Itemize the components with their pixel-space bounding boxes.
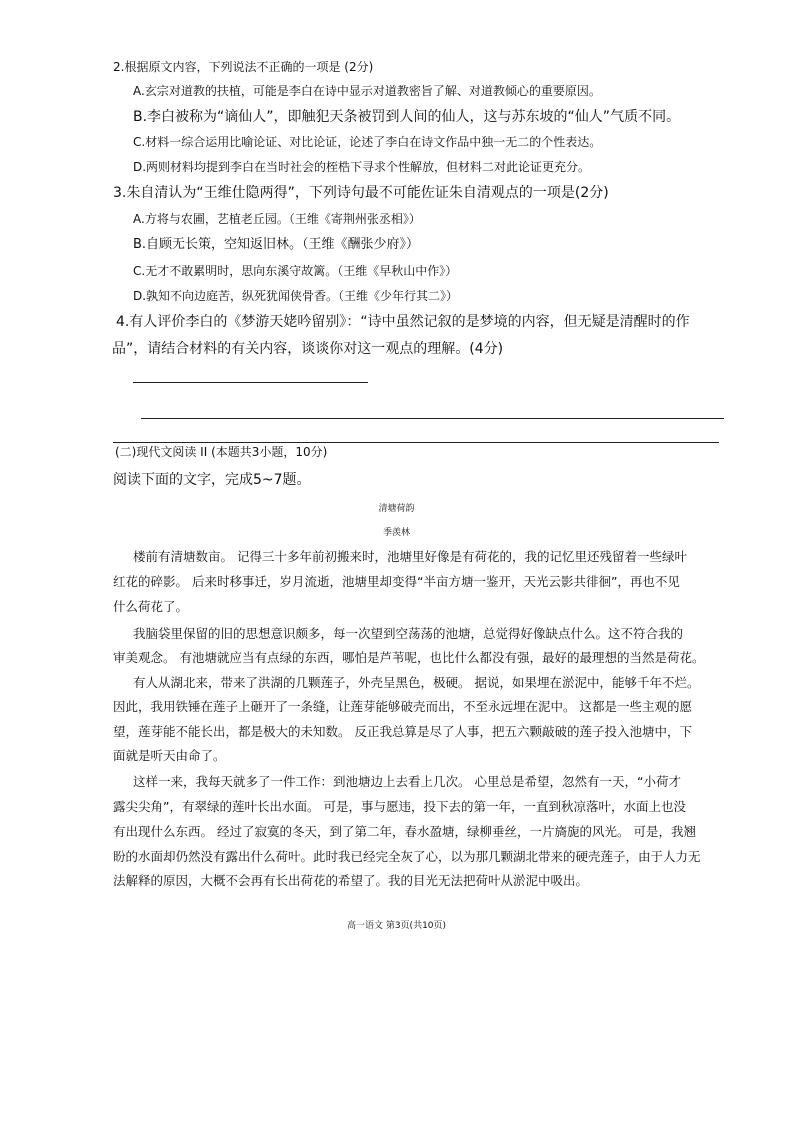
essay-line: 望，莲芽能不能长出，都是极大的未知数。 反正我总算是尽了人事，把五六颗敲破的莲子投入池塘中，下	[113, 724, 692, 739]
essay-line: 因此，我用铁锤在莲子上砸开了一条缝，让莲芽能够破壳而出，不至永远埋在泥中。 这都是一些主观的愿	[113, 699, 692, 714]
reading-instruction: 阅读下面的文字，完成5~7题。	[113, 472, 311, 488]
section-heading: (二)现代文阅读 II (本题共3小题，10分)	[115, 445, 328, 459]
answer-line-2	[141, 418, 724, 419]
essay-line: 有出现什么东西。 经过了寂寞的冬天，到了第二年，春水盈塘，绿柳垂丝，一片旖旎的风光。 可是，我翘	[113, 824, 696, 839]
question-2-option-d: D.两则材料均提到李白在当时社会的桎梏下寻求个性解放，但材料二对此论证更充分。	[133, 160, 591, 174]
essay-line: 楼前有清塘数亩。 记得三十多年前初搬来时，池塘里好像是有荷花的，我的记忆里还残留着一些绿叶	[133, 549, 687, 564]
essay-line: 什么荷花了。	[113, 599, 189, 614]
essay-author: 季羡林	[382, 528, 410, 538]
question-3-option-c: C.无才不敢累明时，思向东溪守故篱。（王维《早秋山中作》）	[133, 264, 458, 278]
essay-line: 我脑袋里保留的旧的思想意识颇多，每一次望到空荡荡的池塘，总觉得好像缺点什么。这不符合我的	[133, 626, 684, 641]
answer-line-1	[133, 382, 368, 383]
question-2-option-b: B.李白被称为“谪仙人”，即触犯天条被罚到人间的仙人，这与苏东坡的“仙人”气质不同。	[133, 109, 681, 125]
question-3-stem: 3.朱自清认为“王维仕隐两得”，下列诗句最不可能佐证朱自清观点的一项是(2分)	[113, 185, 609, 201]
question-3-option-b: B.自顾无长策，空知返旧林。（王维《酬张少府》）	[133, 237, 420, 252]
essay-line: 这样一来，我每天就多了一件工作：到池塘边上去看上几次。 心里总是希望，忽然有一天，“小荷才	[133, 774, 681, 789]
question-4-line-1: 4.有人评价李白的《梦游天姥吟留别》：“诗中虽然记叙的是梦境的内容，但无疑是清醒时的作	[116, 314, 690, 330]
question-2-option-c: C.材料一综合运用比喻论证、对比论证，论述了李白在诗文作品中独一无二的个性表达。	[133, 135, 602, 149]
essay-line: 面就是听天由命了。	[113, 748, 226, 763]
essay-line: 有人从湖北来，带来了洪湖的几颗莲子，外壳呈黑色，极硬。 据说，如果埋在淤泥中，能够千年不烂。	[133, 675, 700, 690]
question-2-stem: 2.根据原文内容，下列说法不正确的一项是 (2分)	[113, 60, 374, 74]
essay-line: 法解释的原因，大概不会再有长出荷花的希望了。我的目光无法把荷叶从淤泥中吸出。	[113, 873, 589, 888]
question-4-line-2: 品”，请结合材料的有关内容，谈谈你对这一观点的理解。(4分)	[112, 341, 504, 357]
question-3-option-a: A.方将与农圃，艺植老丘园。（王维《寄荆州张丞相》）	[133, 212, 421, 226]
question-3-option-d: D.孰知不向边庭苦，纵死犹闻侠骨香。（王维《少年行其二》）	[133, 289, 459, 303]
essay-line: 审美观念。 有池塘就应当有点绿的东西，哪怕是芦苇呢，也比什么都没有强，最好的最理想的当然是荷花。	[113, 650, 705, 665]
essay-title: 清塘荷韵	[378, 504, 415, 514]
essay-line: 盼的水面却仍然没有露出什么荷叶。此时我已经完全灰了心，以为那几颗湖北带来的硬壳莲子，由于人力无	[113, 849, 701, 864]
answer-line-3	[113, 442, 719, 443]
question-2-option-a: A.玄宗对道教的扶植，可能是李白在诗中显示对道教密旨了解、对道教倾心的重要原因。	[133, 84, 601, 98]
page-footer: 高一语文 第3页(共10页)	[346, 921, 447, 931]
essay-line: 露尖尖角”，有翠绿的莲叶长出水面。 可是，事与愿违，投下去的第一年，一直到秋凉落叶，水面上也没	[113, 799, 686, 814]
essay-line: 红花的碎影。 后来时移事迁，岁月流逝，池塘里却变得“半亩方塘一鉴开，天光云影共徘徊”，再也不见	[113, 574, 680, 589]
